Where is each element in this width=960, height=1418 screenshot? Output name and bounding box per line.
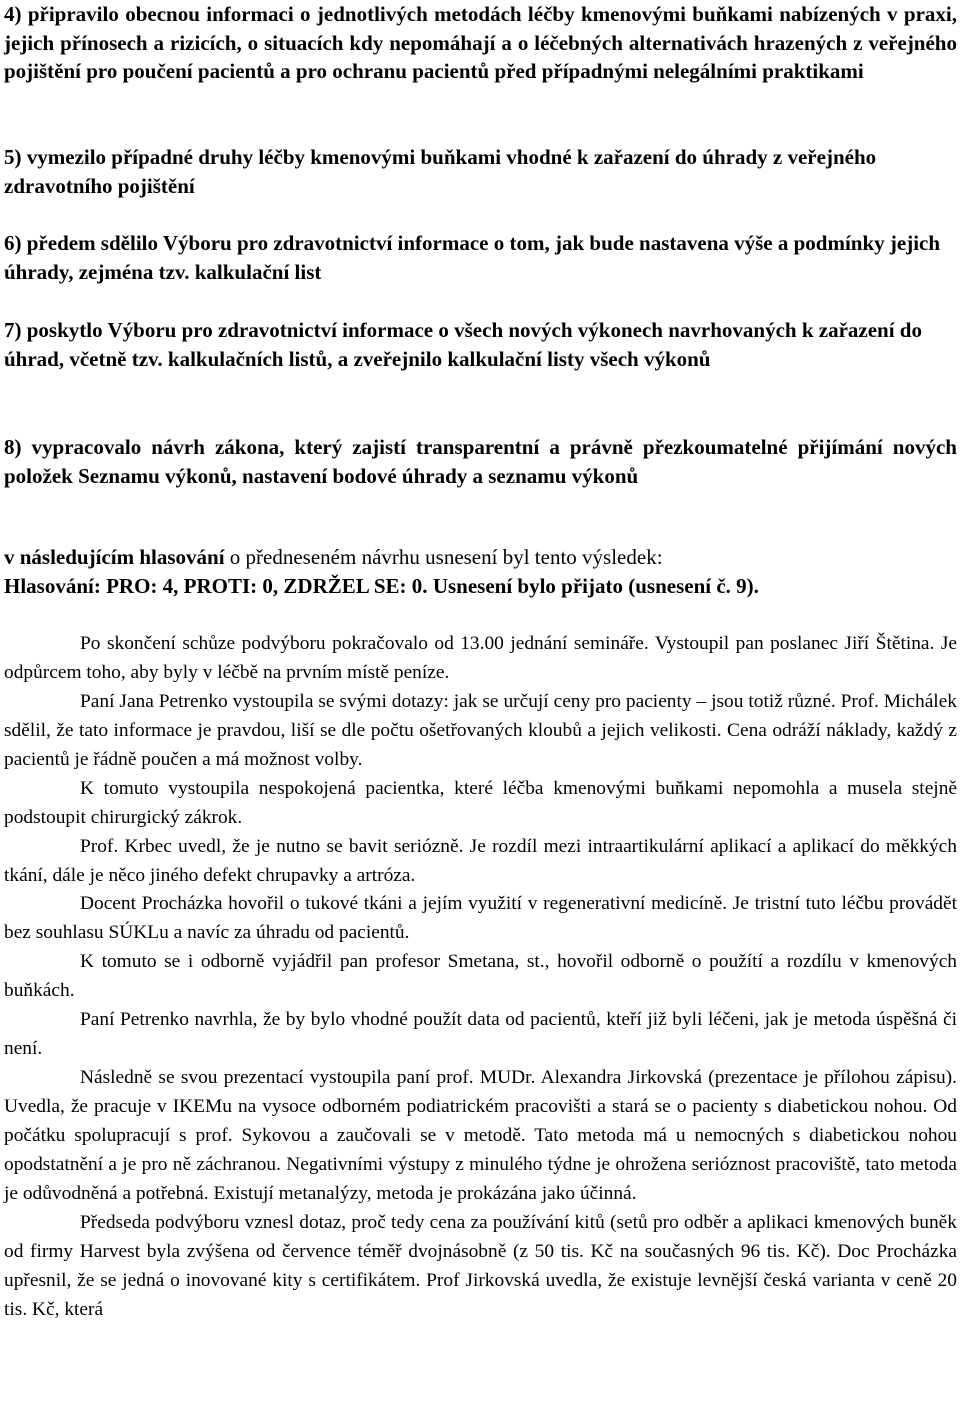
list-item-7: 7) poskytlo Výboru pro zdravotnictví informace o všech nových výkonech navrhovaných k zařazení do úhrad, včetně tzv. kalkulačních listů, a zveřejnilo kalkulační listy všech výkonů [4, 318, 922, 371]
paragraph: K tomuto vystoupila nespokojená pacientka, které léčba kmenovými buňkami nepomohla a musela stejně podstoupit chirurgický zákrok. [4, 777, 957, 828]
paragraph: Docent Procházka hovořil o tukové tkáni a jejím využití v regenerativní medicíně. Je tristní tuto léčbu provádět bez souhlasu SÚKLu a navíc za úhradu od pacientů. [4, 893, 957, 944]
paragraph: Paní Petrenko navrhla, že by bylo vhodné použít data od pacientů, kteří již byli léčeni, jak je metoda úspěšná či není. [4, 1009, 957, 1060]
paragraph: Předseda podvýboru vznesl dotaz, proč tedy cena za používání kitů (setů pro odběr a aplikaci kmenových buněk od firmy Harvest byla zvýšena od července téměř dvojnásobně (z 50 tis. Kč na současných 96 tis. Kč). Doc Procházka upřesnil, že se jedná o inovované kity s certifikátem. Prof Jirkovská uvedla, že existuje levnější česká varianta v ceně 20 tis. Kč, která [4, 1211, 957, 1320]
vote-intro-bold: v následujícím hlasování [4, 545, 225, 569]
paragraph: Prof. Krbec uvedl, že je nutno se bavit seriózně. Je rozdíl mezi intraartikulární aplikací a aplikací do měkkých tkání, dále je něco jiného defekt chrupavky a artróza. [4, 835, 957, 886]
list-item-8: 8) vypracovalo návrh zákona, který zajistí transparentní a právně přezkoumatelné přijímání nových položek Seznamu výkonů, nastavení bodové úhrady a seznamu výkonů [4, 435, 957, 488]
paragraph: K tomuto se i odborně vyjádřil pan profesor Smetana, st., hovořil odborně o použítí a rozdílu v kmenových buňkách. [4, 951, 957, 1002]
vote-result-bold: Hlasování: PRO: 4, PROTI: 0, ZDRŽEL SE: 0. [4, 574, 428, 598]
vote-intro-rest: o předneseném návrhu usnesení byl tento výsledek: [224, 545, 663, 569]
vote-result-rest: Usnesení bylo přijato (usnesení č. 9). [427, 574, 759, 598]
paragraph: Po skončení schůze podvýboru pokračovalo od 13.00 jednání semináře. Vystoupil pan poslanec Jiří Štětina. Je odpůrcem toho, aby byly v léčbě na prvním místě peníze. [4, 633, 957, 683]
list-item-4: 4) připravilo obecnou informaci o jednotlivých metodách léčby kmenovými buňkami nabízených v praxi, jejich přínosech a rizicích, o situacích kdy nepomáhají a o léčebných alternativách hrazených z veřejného pojištění pro poučení pacientů a pro ochranu pacientů před případnými nelegálními praktikami [4, 2, 957, 84]
paragraph: Paní Jana Petrenko vystoupila se svými dotazy: jak se určují ceny pro pacienty – jsou totiž různé. Prof. Michálek sdělil, že tato informace je pravdou, liší se dle počtu ošetřovaných kloubů a jejich velikosti. Cena odráží náklady, každý z pacientů je řádně poučen a má možnost volby. [4, 690, 957, 770]
vote-intro [4, 543, 663, 571]
vote-result [4, 572, 759, 600]
list-item-5: 5) vymezilo případné druhy léčby kmenovými buňkami vhodné k zařazení do úhrady z veřejného zdravotního pojištění [4, 145, 877, 198]
paragraph: Následně se svou prezentací vystoupila paní prof. MUDr. Alexandra Jirkovská (prezentace je přílohou zápisu). Uvedla, že pracuje v IKEMu na vysoce odborném podiatrickém pracovišti a stará se o pacienty s diabetickou nohou. Od počátku spolupracují s prof. Sykovou a zaučovali se v metodě. Tato metoda má u nemocných s diabetickou nohou opodstatnění a je pro ně záchranou. Negativními výstupy z minulého týdne je ohrožena serióznost pracoviště, tato metoda je odůvodněná a potřebná. Existují metanalýzy, metoda je prokázána jako účinná. [4, 1067, 957, 1204]
list-item-6: 6) předem sdělilo Výboru pro zdravotnictví informace o tom, jak bude nastavena výše a podmínky jejich úhrady, zejména tzv. kalkulační list [4, 231, 941, 284]
seminar-notes [4, 630, 957, 1325]
